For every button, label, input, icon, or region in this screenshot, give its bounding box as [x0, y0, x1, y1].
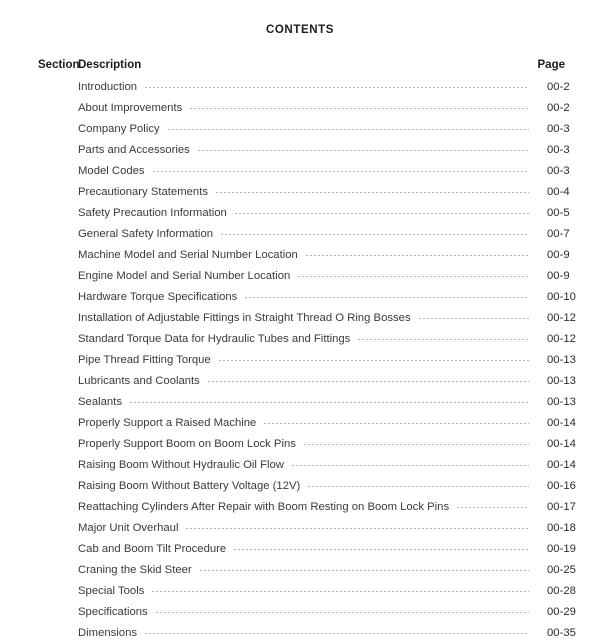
table-row[interactable] [0, 602, 600, 623]
toc-entry-label: Special Tools [78, 585, 145, 597]
cell-page-number [531, 518, 600, 539]
toc-entry-label: Specifications [78, 606, 148, 618]
cell-page-number [531, 392, 600, 413]
toc-entry-label: Properly Support Boom on Boom Lock Pins [78, 438, 296, 450]
cell-page-number [531, 434, 600, 455]
cell-page-number [531, 497, 600, 518]
toc-entry-label: Dimensions [78, 627, 138, 639]
table-row[interactable] [0, 119, 600, 140]
cell-description[interactable] [78, 371, 531, 392]
cell-description[interactable] [78, 476, 531, 497]
toc-entry-label: Lubricants and Coolants [78, 375, 200, 387]
table-row[interactable] [0, 245, 600, 266]
page-number: 00-14 [547, 459, 576, 471]
dot-leader [185, 528, 529, 529]
cell-description[interactable] [78, 140, 531, 161]
table-row[interactable] [0, 560, 600, 581]
dot-leader [144, 87, 529, 88]
page-number: 00-12 [547, 333, 576, 345]
table-row[interactable] [0, 497, 600, 518]
toc-entry-label: Model Codes [78, 165, 145, 177]
cell-page-number [531, 98, 600, 119]
cell-page-number [531, 266, 600, 287]
table-row[interactable] [0, 476, 600, 497]
table-row[interactable] [0, 98, 600, 119]
page-number: 00-14 [547, 438, 576, 450]
page-number: 00-3 [547, 165, 570, 177]
cell-page-number [531, 161, 600, 182]
cell-page-number [531, 602, 600, 623]
cell-page-number [531, 224, 600, 245]
cell-description[interactable] [78, 77, 531, 98]
table-row[interactable] [0, 140, 600, 161]
table-row[interactable] [0, 434, 600, 455]
dot-leader [357, 339, 529, 340]
dot-leader [218, 360, 529, 361]
page-number: 00-4 [547, 186, 570, 198]
dot-leader [151, 591, 529, 592]
page-number: 00-3 [547, 144, 570, 156]
cell-description[interactable] [78, 581, 531, 602]
toc-entry-label: Craning the Skid Steer [78, 564, 192, 576]
cell-page-number [531, 287, 600, 308]
toc-entry-label: Raising Boom Without Battery Voltage (12V) [78, 480, 301, 492]
cell-page-number [531, 413, 600, 434]
toc-entry-label: General Safety Information [78, 228, 214, 240]
cell-page-number [531, 140, 600, 161]
page-number: 00-16 [547, 480, 576, 492]
table-row[interactable] [0, 266, 600, 287]
cell-description[interactable] [78, 392, 531, 413]
cell-description[interactable] [78, 266, 531, 287]
dot-leader [307, 486, 529, 487]
table-header-row [0, 53, 600, 77]
cell-description[interactable] [78, 98, 531, 119]
page-number: 00-12 [547, 312, 576, 324]
dot-leader [207, 381, 529, 382]
table-row[interactable] [0, 329, 600, 350]
dot-leader [244, 297, 529, 298]
page-number: 00-2 [547, 102, 570, 114]
toc-entry-label: About Improvements [78, 102, 183, 114]
cell-description[interactable] [78, 119, 531, 140]
dot-leader [152, 171, 529, 172]
table-row[interactable] [0, 392, 600, 413]
toc-entry-label: Machine Model and Serial Number Location [78, 249, 298, 261]
cell-description[interactable] [78, 560, 531, 581]
page-number: 00-9 [547, 249, 570, 261]
cell-description[interactable] [78, 455, 531, 476]
table-row[interactable] [0, 203, 600, 224]
cell-page-number [531, 182, 600, 203]
dot-leader [297, 276, 529, 277]
page-number: 00-3 [547, 123, 570, 135]
cell-page-number [531, 581, 600, 602]
toc-entry-label: Pipe Thread Fitting Torque [78, 354, 211, 366]
dot-leader [263, 423, 529, 424]
dot-leader [234, 213, 529, 214]
dot-leader [220, 234, 529, 235]
dot-leader [215, 192, 529, 193]
cell-description[interactable] [78, 602, 531, 623]
toc-entry-label: Cab and Boom Tilt Procedure [78, 543, 227, 555]
table-row[interactable] [0, 182, 600, 203]
cell-description[interactable] [78, 161, 531, 182]
page-number: 00-29 [547, 606, 576, 618]
column-header-section: Section [38, 59, 80, 71]
table-row[interactable] [0, 224, 600, 245]
cell-page-number [531, 308, 600, 329]
table-row[interactable] [0, 371, 600, 392]
page-number: 00-7 [547, 228, 570, 240]
dot-leader [303, 444, 529, 445]
toc-entry-label: Engine Model and Serial Number Location [78, 270, 291, 282]
cell-description[interactable] [78, 224, 531, 245]
page-number: 00-28 [547, 585, 576, 597]
cell-page-number [531, 329, 600, 350]
table-row[interactable] [0, 581, 600, 602]
dot-leader [189, 108, 529, 109]
dot-leader [199, 570, 529, 571]
page-number: 00-13 [547, 354, 576, 366]
toc-entry-label: Major Unit Overhaul [78, 522, 179, 534]
cell-description[interactable] [78, 308, 531, 329]
toc-entry-label: Introduction [78, 81, 138, 93]
cell-description[interactable] [78, 623, 531, 644]
cell-description[interactable] [78, 350, 531, 371]
page-number: 00-18 [547, 522, 576, 534]
toc-entry-label: Hardware Torque Specifications [78, 291, 238, 303]
dot-leader [144, 633, 529, 634]
cell-page-number [531, 476, 600, 497]
page-number: 00-35 [547, 627, 576, 639]
cell-page-number [531, 539, 600, 560]
page-number: 00-10 [547, 291, 576, 303]
cell-description[interactable] [78, 539, 531, 560]
dot-leader [418, 318, 529, 319]
cell-description[interactable] [78, 182, 531, 203]
cell-page-number [531, 245, 600, 266]
toc-entry-label: Precautionary Statements [78, 186, 208, 198]
table-row[interactable] [0, 287, 600, 308]
cell-page-number [531, 350, 600, 371]
cell-page-number [531, 77, 600, 98]
page-number: 00-9 [547, 270, 570, 282]
page-title: CONTENTS [265, 24, 335, 36]
dot-leader [155, 612, 529, 613]
table-row[interactable] [0, 623, 600, 644]
table-row[interactable] [0, 539, 600, 560]
dot-leader [291, 465, 529, 466]
page-number: 00-13 [547, 375, 576, 387]
page-number: 00-13 [547, 396, 576, 408]
toc-entry-label: Reattaching Cylinders After Repair with Boom Resting on Boom Lock Pins [78, 501, 450, 513]
cell-page-number [531, 371, 600, 392]
cell-description[interactable] [78, 329, 531, 350]
cell-page-number [531, 455, 600, 476]
toc-entry-label: Standard Torque Data for Hydraulic Tubes and Fittings [78, 333, 351, 345]
page-number: 00-25 [547, 564, 576, 576]
dot-leader [456, 507, 529, 508]
cell-description[interactable] [78, 203, 531, 224]
page-number: 00-19 [547, 543, 576, 555]
table-row[interactable] [0, 413, 600, 434]
cell-description[interactable] [78, 413, 531, 434]
table-row[interactable] [0, 455, 600, 476]
page-number: 00-5 [547, 207, 570, 219]
table-of-contents [0, 53, 600, 644]
dot-leader [233, 549, 529, 550]
dot-leader [129, 402, 529, 403]
table-row[interactable] [0, 161, 600, 182]
cell-description[interactable] [78, 518, 531, 539]
column-header-page: Page [537, 59, 565, 71]
table-row[interactable] [0, 308, 600, 329]
cell-page-number [531, 119, 600, 140]
toc-entry-label: Safety Precaution Information [78, 207, 227, 219]
cell-description[interactable] [78, 434, 531, 455]
page-number: 00-2 [547, 81, 570, 93]
dot-leader [167, 129, 529, 130]
cell-description[interactable] [78, 245, 531, 266]
table-body [0, 77, 600, 644]
page-number: 00-14 [547, 417, 576, 429]
cell-description[interactable] [78, 497, 531, 518]
page-number: 00-17 [547, 501, 576, 513]
toc-entry-label: Company Policy [78, 123, 160, 135]
cell-page-number [531, 623, 600, 644]
table-row[interactable] [0, 350, 600, 371]
toc-entry-label: Properly Support a Raised Machine [78, 417, 257, 429]
dot-leader [197, 150, 529, 151]
cell-page-number [531, 560, 600, 581]
toc-entry-label: Installation of Adjustable Fittings in Straight Thread O Ring Bosses [78, 312, 411, 324]
cell-description[interactable] [78, 287, 531, 308]
cell-page-number [531, 203, 600, 224]
toc-entry-label: Parts and Accessories [78, 144, 190, 156]
toc-entry-label: Raising Boom Without Hydraulic Oil Flow [78, 459, 284, 471]
toc-entry-label: Sealants [78, 396, 122, 408]
column-header-description: Description [78, 59, 142, 71]
dot-leader [305, 255, 529, 256]
table-row[interactable] [0, 518, 600, 539]
table-row[interactable] [0, 77, 600, 98]
